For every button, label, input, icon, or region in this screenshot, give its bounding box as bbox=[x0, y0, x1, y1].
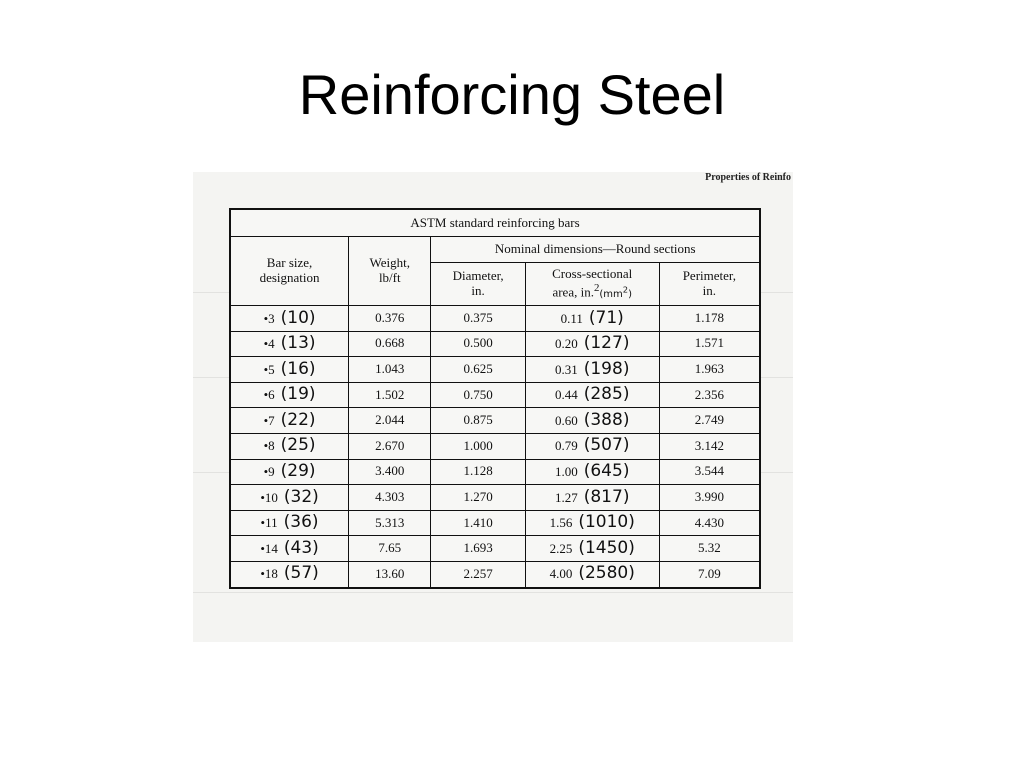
cell-bar-size bbox=[230, 382, 349, 408]
cell-perimeter: 3.990 bbox=[659, 485, 760, 511]
cell-perimeter: 3.142 bbox=[659, 433, 760, 459]
cell-bar-size bbox=[230, 485, 349, 511]
area-value: 1.56 bbox=[549, 515, 573, 531]
cell-weight: 13.60 bbox=[349, 561, 431, 587]
cell-area bbox=[525, 536, 659, 562]
col-header-perimeter: Perimeter, in. bbox=[659, 263, 760, 306]
handwritten-metric-area: (1010) bbox=[578, 512, 635, 533]
cell-bar-size bbox=[230, 510, 349, 536]
bar-number: •8 bbox=[263, 438, 275, 454]
cell-diameter: 1.000 bbox=[431, 433, 525, 459]
cell-area bbox=[525, 485, 659, 511]
cell-bar-size bbox=[230, 331, 349, 357]
handwritten-metric-bar: (57) bbox=[283, 563, 319, 584]
area-value: 0.79 bbox=[554, 438, 578, 454]
handwritten-metric-bar: (10) bbox=[280, 307, 316, 328]
cell-perimeter: 1.178 bbox=[659, 306, 760, 332]
bar-number: •9 bbox=[263, 464, 275, 480]
bar-number: •14 bbox=[260, 540, 278, 556]
cell-weight: 4.303 bbox=[349, 485, 431, 511]
handwritten-metric-unit: $(mm^2)$ bbox=[599, 284, 632, 300]
cell-bar-size bbox=[230, 306, 349, 332]
table-row bbox=[230, 357, 760, 383]
cell-weight: 1.043 bbox=[349, 357, 431, 383]
handwritten-metric-area: (645) bbox=[583, 461, 630, 482]
rebar-table bbox=[229, 208, 761, 589]
cell-area bbox=[525, 331, 659, 357]
cell-bar-size bbox=[230, 408, 349, 434]
cell-weight: 7.65 bbox=[349, 536, 431, 562]
area-value: 1.27 bbox=[554, 489, 578, 505]
cell-weight: 0.668 bbox=[349, 331, 431, 357]
handwritten-metric-area: (507) bbox=[583, 435, 630, 456]
bar-number: •3 bbox=[263, 310, 275, 326]
cell-diameter: 2.257 bbox=[431, 561, 525, 587]
handwritten-metric-area: (1450) bbox=[578, 537, 635, 558]
cell-area bbox=[525, 357, 659, 383]
handwritten-metric-bar: (13) bbox=[280, 333, 316, 354]
table-row bbox=[230, 331, 760, 357]
cell-bar-size bbox=[230, 433, 349, 459]
table-row bbox=[230, 408, 760, 434]
cell-perimeter: 7.09 bbox=[659, 561, 760, 587]
cell-perimeter: 2.356 bbox=[659, 382, 760, 408]
area-value: 0.31 bbox=[554, 361, 578, 377]
table-row bbox=[230, 433, 760, 459]
cell-bar-size bbox=[230, 561, 349, 587]
cell-diameter: 1.270 bbox=[431, 485, 525, 511]
handwritten-metric-area: (71) bbox=[588, 307, 624, 328]
cell-perimeter: 4.430 bbox=[659, 510, 760, 536]
handwritten-metric-area: (198) bbox=[583, 358, 630, 379]
area-value: 2.25 bbox=[549, 540, 573, 556]
bar-number: •18 bbox=[260, 566, 278, 582]
area-value: 0.44 bbox=[554, 387, 578, 403]
handwritten-metric-area: (388) bbox=[583, 409, 630, 430]
table-row bbox=[230, 561, 760, 587]
cell-area bbox=[525, 433, 659, 459]
cell-diameter: 1.410 bbox=[431, 510, 525, 536]
scanned-table-image bbox=[193, 172, 793, 642]
cell-perimeter: 1.963 bbox=[659, 357, 760, 383]
area-value: 4.00 bbox=[549, 566, 573, 582]
handwritten-metric-bar: (29) bbox=[280, 461, 316, 482]
table-row bbox=[230, 306, 760, 332]
col-header-weight: Weight, lb/ft bbox=[349, 237, 431, 306]
table-row bbox=[230, 485, 760, 511]
bar-number: •11 bbox=[260, 515, 278, 531]
handwritten-metric-bar: (22) bbox=[280, 409, 316, 430]
cell-area bbox=[525, 408, 659, 434]
handwritten-metric-area: (127) bbox=[583, 333, 630, 354]
table-row bbox=[230, 510, 760, 536]
cell-weight: 2.670 bbox=[349, 433, 431, 459]
bar-number: •5 bbox=[263, 361, 275, 377]
table-row bbox=[230, 382, 760, 408]
cell-area bbox=[525, 382, 659, 408]
bar-number: •4 bbox=[263, 336, 275, 352]
cell-diameter: 0.875 bbox=[431, 408, 525, 434]
cell-bar-size bbox=[230, 357, 349, 383]
handwritten-metric-area: (2580) bbox=[578, 563, 635, 584]
cell-diameter: 1.693 bbox=[431, 536, 525, 562]
handwritten-metric-bar: (25) bbox=[280, 435, 316, 456]
area-value: 0.20 bbox=[554, 336, 578, 352]
cell-bar-size bbox=[230, 536, 349, 562]
scan-header-fragment: Properties of Reinfo bbox=[705, 172, 791, 183]
cell-diameter: 0.500 bbox=[431, 331, 525, 357]
cell-diameter: 0.625 bbox=[431, 357, 525, 383]
cell-weight: 0.376 bbox=[349, 306, 431, 332]
cell-weight: 3.400 bbox=[349, 459, 431, 485]
handwritten-metric-area: (285) bbox=[583, 384, 630, 405]
group-header-nominal-dimensions: Nominal dimensions—Round sections bbox=[431, 237, 760, 263]
area-value: 0.60 bbox=[554, 412, 578, 428]
bar-number: •7 bbox=[263, 412, 275, 428]
col-header-bar-size: Bar size, designation bbox=[230, 237, 349, 306]
slide-title: Reinforcing Steel bbox=[298, 63, 726, 126]
cell-area bbox=[525, 561, 659, 587]
cell-perimeter: 5.32 bbox=[659, 536, 760, 562]
cell-diameter: 0.750 bbox=[431, 382, 525, 408]
handwritten-metric-bar: (19) bbox=[280, 384, 316, 405]
handwritten-metric-bar: (16) bbox=[280, 358, 316, 379]
table-title: ASTM standard reinforcing bars bbox=[230, 209, 760, 237]
cell-bar-size bbox=[230, 459, 349, 485]
col-header-diameter: Diameter, in. bbox=[431, 263, 525, 306]
cell-diameter: 0.375 bbox=[431, 306, 525, 332]
cell-weight: 2.044 bbox=[349, 408, 431, 434]
area-value: 1.00 bbox=[554, 464, 578, 480]
cell-perimeter: 1.571 bbox=[659, 331, 760, 357]
handwritten-metric-bar: (32) bbox=[283, 486, 319, 507]
cell-weight: 1.502 bbox=[349, 382, 431, 408]
cell-perimeter: 2.749 bbox=[659, 408, 760, 434]
handwritten-metric-bar: (43) bbox=[283, 537, 319, 558]
bar-number: •10 bbox=[260, 489, 278, 505]
cell-diameter: 1.128 bbox=[431, 459, 525, 485]
cell-weight: 5.313 bbox=[349, 510, 431, 536]
table-row bbox=[230, 536, 760, 562]
area-value: 0.11 bbox=[560, 310, 583, 326]
bar-number: •6 bbox=[263, 387, 275, 403]
handwritten-metric-bar: (36) bbox=[283, 512, 319, 533]
col-header-area: Cross-sectional area, $in.^2(mm^2)$ bbox=[525, 263, 659, 306]
cell-area bbox=[525, 510, 659, 536]
cell-perimeter: 3.544 bbox=[659, 459, 760, 485]
cell-area bbox=[525, 459, 659, 485]
handwritten-metric-area: (817) bbox=[583, 486, 630, 507]
cell-area bbox=[525, 306, 659, 332]
table-row bbox=[230, 459, 760, 485]
